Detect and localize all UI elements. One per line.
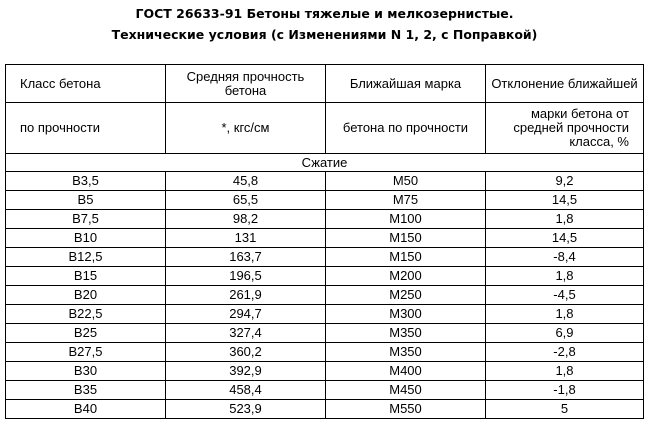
header-mean-strength: Средняя прочность бетона [166, 65, 326, 103]
cell-class: B7,5 [6, 210, 166, 229]
cell-deviation: -2,8 [486, 343, 644, 362]
cell-deviation: -1,8 [486, 381, 644, 400]
section-label: Сжатие [6, 154, 644, 172]
cell-class: B5 [6, 191, 166, 210]
cell-deviation: 14,5 [486, 191, 644, 210]
table-row [6, 381, 644, 400]
cell-nearest-grade: M250 [326, 286, 486, 305]
document-title-line1: ГОСТ 26633-91 Бетоны тяжелые и мелкозернистые. [135, 6, 514, 21]
table-row [6, 362, 644, 381]
cell-class: B15 [6, 267, 166, 286]
table-row [6, 229, 644, 248]
table-row [6, 286, 644, 305]
cell-class: B10 [6, 229, 166, 248]
cell-mean-strength: 392,9 [166, 362, 326, 381]
header-nearest-grade-sub: бетона по прочности [326, 103, 486, 154]
cell-deviation: 6,9 [486, 324, 644, 343]
cell-nearest-grade: M350 [326, 324, 486, 343]
cell-nearest-grade: M200 [326, 267, 486, 286]
cell-mean-strength: 327,4 [166, 324, 326, 343]
cell-nearest-grade: M50 [326, 172, 486, 191]
cell-deviation: 1,8 [486, 210, 644, 229]
cell-nearest-grade: M100 [326, 210, 486, 229]
cell-class: B30 [6, 362, 166, 381]
cell-mean-strength: 294,7 [166, 305, 326, 324]
cell-nearest-grade: M150 [326, 229, 486, 248]
table-row [6, 172, 644, 191]
header-nearest-grade: Ближайшая марка [326, 65, 486, 103]
table-row [6, 343, 644, 362]
cell-mean-strength: 458,4 [166, 381, 326, 400]
cell-class: B12,5 [6, 248, 166, 267]
cell-nearest-grade: M300 [326, 305, 486, 324]
header-row-2 [6, 103, 644, 154]
cell-class: B35 [6, 381, 166, 400]
header-class: Класс бетона [6, 65, 166, 103]
header-mean-strength-sub: *, кгс/см [166, 103, 326, 154]
cell-nearest-grade: M550 [326, 400, 486, 419]
table-row [6, 305, 644, 324]
cell-nearest-grade: M350 [326, 343, 486, 362]
cell-deviation: 5 [486, 400, 644, 419]
cell-nearest-grade: M150 [326, 248, 486, 267]
table-body [6, 65, 644, 419]
table-row [6, 267, 644, 286]
cell-deviation: 1,8 [486, 267, 644, 286]
table-row [6, 191, 644, 210]
header-row-1 [6, 65, 644, 103]
table-row [6, 210, 644, 229]
cell-mean-strength: 163,7 [166, 248, 326, 267]
table-row [6, 400, 644, 419]
cell-nearest-grade: M450 [326, 381, 486, 400]
cell-deviation: 9,2 [486, 172, 644, 191]
header-class-sub: по прочности [6, 103, 166, 154]
table-row [6, 248, 644, 267]
cell-mean-strength: 261,9 [166, 286, 326, 305]
cell-deviation: -4,5 [486, 286, 644, 305]
cell-mean-strength: 98,2 [166, 210, 326, 229]
cell-class: B40 [6, 400, 166, 419]
cell-deviation: 1,8 [486, 305, 644, 324]
cell-class: B20 [6, 286, 166, 305]
header-deviation-sub: марки бетона от средней прочности класса, % [486, 103, 644, 154]
cell-mean-strength: 523,9 [166, 400, 326, 419]
cell-deviation: -8,4 [486, 248, 644, 267]
cell-class: B22,5 [6, 305, 166, 324]
cell-nearest-grade: M75 [326, 191, 486, 210]
cell-mean-strength: 196,5 [166, 267, 326, 286]
cell-mean-strength: 131 [166, 229, 326, 248]
cell-mean-strength: 65,5 [166, 191, 326, 210]
cell-deviation: 1,8 [486, 362, 644, 381]
document-title-line2: Технические условия (с Изменениями N 1, 2, с Поправкой) [111, 27, 538, 42]
cell-mean-strength: 360,2 [166, 343, 326, 362]
cell-nearest-grade: M400 [326, 362, 486, 381]
cell-class: B25 [6, 324, 166, 343]
concrete-strength-table [5, 64, 644, 419]
section-row [6, 154, 644, 172]
cell-class: B27,5 [6, 343, 166, 362]
cell-deviation: 14,5 [486, 229, 644, 248]
header-deviation: Отклонение ближайшей [486, 65, 644, 103]
cell-mean-strength: 45,8 [166, 172, 326, 191]
cell-class: B3,5 [6, 172, 166, 191]
table-row [6, 324, 644, 343]
